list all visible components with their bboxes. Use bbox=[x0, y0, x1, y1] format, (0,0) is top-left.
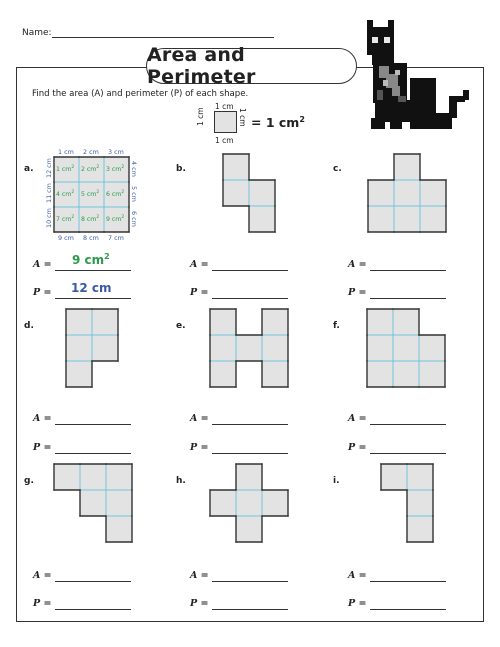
grid-cell bbox=[210, 309, 236, 335]
area-answer-line-e[interactable] bbox=[212, 424, 288, 425]
grid-cell bbox=[393, 309, 419, 335]
grid-cell bbox=[236, 464, 262, 490]
name-label: Name: bbox=[22, 28, 52, 38]
grid-cell bbox=[262, 309, 288, 335]
example-right-dim: 5 cm bbox=[130, 186, 138, 202]
area-label-h: A = bbox=[190, 570, 209, 581]
grid-cell bbox=[80, 464, 106, 490]
example-bottom-dim: 9 cm bbox=[58, 234, 74, 242]
area-answer-line-b[interactable] bbox=[212, 270, 288, 271]
grid-cell bbox=[407, 490, 433, 516]
shape-label-a: a. bbox=[24, 164, 34, 174]
grid-cell bbox=[66, 309, 92, 335]
grid-cell bbox=[367, 361, 393, 387]
shape-label-b: b. bbox=[176, 164, 186, 174]
area-label-a: A = bbox=[33, 259, 52, 270]
perimeter-label-a: P = bbox=[33, 287, 52, 298]
example-top-dim: 3 cm bbox=[108, 148, 124, 156]
grid-cell bbox=[236, 490, 262, 516]
grid-cell bbox=[106, 516, 132, 542]
area-answer-line-a[interactable] bbox=[55, 270, 131, 271]
area-answer-line-h[interactable] bbox=[212, 581, 288, 582]
grid-cell bbox=[210, 361, 236, 387]
grid-cell bbox=[66, 335, 92, 361]
grid-cell bbox=[106, 490, 132, 516]
grid-cell bbox=[210, 335, 236, 361]
grid-cell bbox=[393, 335, 419, 361]
perimeter-answer-line-a[interactable] bbox=[55, 298, 131, 299]
example-left-dim: 11 cm bbox=[45, 183, 53, 203]
grid-cell bbox=[407, 464, 433, 490]
unit-left-label: 1 cm bbox=[196, 107, 205, 126]
example-cell-label: 4 $cm^2$ bbox=[56, 190, 75, 199]
shape-e bbox=[210, 309, 288, 387]
area-answer-line-c[interactable] bbox=[370, 270, 446, 271]
example-cell-label: 1 $cm^2$ bbox=[56, 165, 75, 174]
area-label-f: A = bbox=[348, 413, 367, 424]
example-cell-label: 6 $cm^2$ bbox=[106, 190, 125, 199]
shape-f bbox=[367, 309, 445, 387]
shape-b bbox=[223, 154, 275, 232]
grid-cell bbox=[394, 180, 420, 206]
area-answer-line-d[interactable] bbox=[55, 424, 131, 425]
area-label-i: A = bbox=[348, 570, 367, 581]
grid-cell bbox=[249, 206, 275, 232]
grid-cell bbox=[262, 361, 288, 387]
shape-label-c: c. bbox=[333, 164, 342, 174]
grid-cell bbox=[210, 490, 236, 516]
shape-label-e: e. bbox=[176, 321, 186, 331]
perimeter-label-d: P = bbox=[33, 442, 52, 453]
grid-cell bbox=[92, 335, 118, 361]
unit-bottom-label: 1 cm bbox=[215, 136, 234, 145]
shape-label-d: d. bbox=[24, 321, 34, 331]
perimeter-label-f: P = bbox=[348, 442, 367, 453]
example-cell-label: 9 $cm^2$ bbox=[106, 215, 125, 224]
grid-cell bbox=[367, 335, 393, 361]
grid-cell bbox=[393, 361, 419, 387]
example-perimeter-answer: 12 cm bbox=[71, 281, 112, 295]
example-right-dim: 6 cm bbox=[130, 211, 138, 227]
shape-label-i: i. bbox=[333, 476, 340, 486]
example-cell-label: 2 $cm^2$ bbox=[81, 165, 100, 174]
area-label-e: A = bbox=[190, 413, 209, 424]
grid-cell bbox=[223, 180, 249, 206]
perimeter-label-i: P = bbox=[348, 598, 367, 609]
grid-cell bbox=[419, 361, 445, 387]
shape-label-f: f. bbox=[333, 321, 340, 331]
grid-cell bbox=[249, 180, 275, 206]
shape-label-h: h. bbox=[176, 476, 186, 486]
area-answer-line-i[interactable] bbox=[370, 581, 446, 582]
perimeter-answer-line-i[interactable] bbox=[370, 609, 446, 610]
perimeter-answer-line-e[interactable] bbox=[212, 453, 288, 454]
grid-cell bbox=[236, 516, 262, 542]
example-top-dim: 2 cm bbox=[83, 148, 99, 156]
perimeter-label-c: P = bbox=[348, 287, 367, 298]
grid-cell bbox=[80, 490, 106, 516]
area-answer-line-f[interactable] bbox=[370, 424, 446, 425]
shape-label-g: g. bbox=[24, 476, 34, 486]
area-label-b: A = bbox=[190, 259, 209, 270]
perimeter-answer-line-b[interactable] bbox=[212, 298, 288, 299]
example-right-dim: 4 cm bbox=[130, 161, 138, 177]
area-answer-line-g[interactable] bbox=[55, 581, 131, 582]
example-left-dim: 12 cm bbox=[45, 158, 53, 178]
perimeter-label-e: P = bbox=[190, 442, 209, 453]
unit-right-label: 1 cm bbox=[238, 108, 247, 127]
grid-cell bbox=[262, 335, 288, 361]
grid-cell bbox=[54, 464, 80, 490]
perimeter-answer-line-d[interactable] bbox=[55, 453, 131, 454]
example-cell-label: 7 $cm^2$ bbox=[56, 215, 75, 224]
shape-c bbox=[368, 154, 446, 232]
grid-cell bbox=[420, 180, 446, 206]
grid-cell bbox=[262, 490, 288, 516]
page-title: Area and Perimeter bbox=[146, 48, 357, 84]
shape-g bbox=[54, 464, 132, 542]
perimeter-label-b: P = bbox=[190, 287, 209, 298]
example-bottom-dim: 7 cm bbox=[108, 234, 124, 242]
area-label-c: A = bbox=[348, 259, 367, 270]
perimeter-answer-line-c[interactable] bbox=[370, 298, 446, 299]
grid-cell bbox=[368, 206, 394, 232]
instructions: Find the area (A) and perimeter (P) of each shape. bbox=[32, 89, 249, 99]
example-left-dim: 10 cm bbox=[45, 208, 53, 228]
grid-cell bbox=[368, 180, 394, 206]
example-cell-label: 3 $cm^2$ bbox=[106, 165, 125, 174]
grid-cell bbox=[420, 206, 446, 232]
grid-cell bbox=[92, 309, 118, 335]
area-label-g: A = bbox=[33, 570, 52, 581]
grid-cell bbox=[106, 464, 132, 490]
shape-d bbox=[66, 309, 118, 387]
perimeter-label-h: P = bbox=[190, 598, 209, 609]
grid-cell bbox=[381, 464, 407, 490]
perimeter-answer-line-h[interactable] bbox=[212, 609, 288, 610]
grid-cell bbox=[66, 361, 92, 387]
shape-i bbox=[381, 464, 433, 542]
example-bottom-dim: 8 cm bbox=[83, 234, 99, 242]
grid-cell bbox=[419, 335, 445, 361]
grid-cell bbox=[394, 154, 420, 180]
shape-h bbox=[210, 464, 288, 542]
area-label-d: A = bbox=[33, 413, 52, 424]
perimeter-answer-line-f[interactable] bbox=[370, 453, 446, 454]
example-cell-label: 5 $cm^2$ bbox=[81, 190, 100, 199]
example-top-dim: 1 cm bbox=[58, 148, 74, 156]
grid-cell bbox=[367, 309, 393, 335]
grid-cell bbox=[394, 206, 420, 232]
grid-cell bbox=[407, 516, 433, 542]
unit-top-label: 1 cm bbox=[215, 102, 234, 111]
perimeter-label-g: P = bbox=[33, 598, 52, 609]
unit-equation: = 1 $cm^2$ bbox=[251, 115, 305, 131]
grid-cell bbox=[236, 335, 262, 361]
perimeter-answer-line-g[interactable] bbox=[55, 609, 131, 610]
example-area-answer: 9 $cm^2$ bbox=[72, 252, 110, 267]
example-cell-label: 8 $cm^2$ bbox=[81, 215, 100, 224]
grid-cell bbox=[223, 154, 249, 180]
